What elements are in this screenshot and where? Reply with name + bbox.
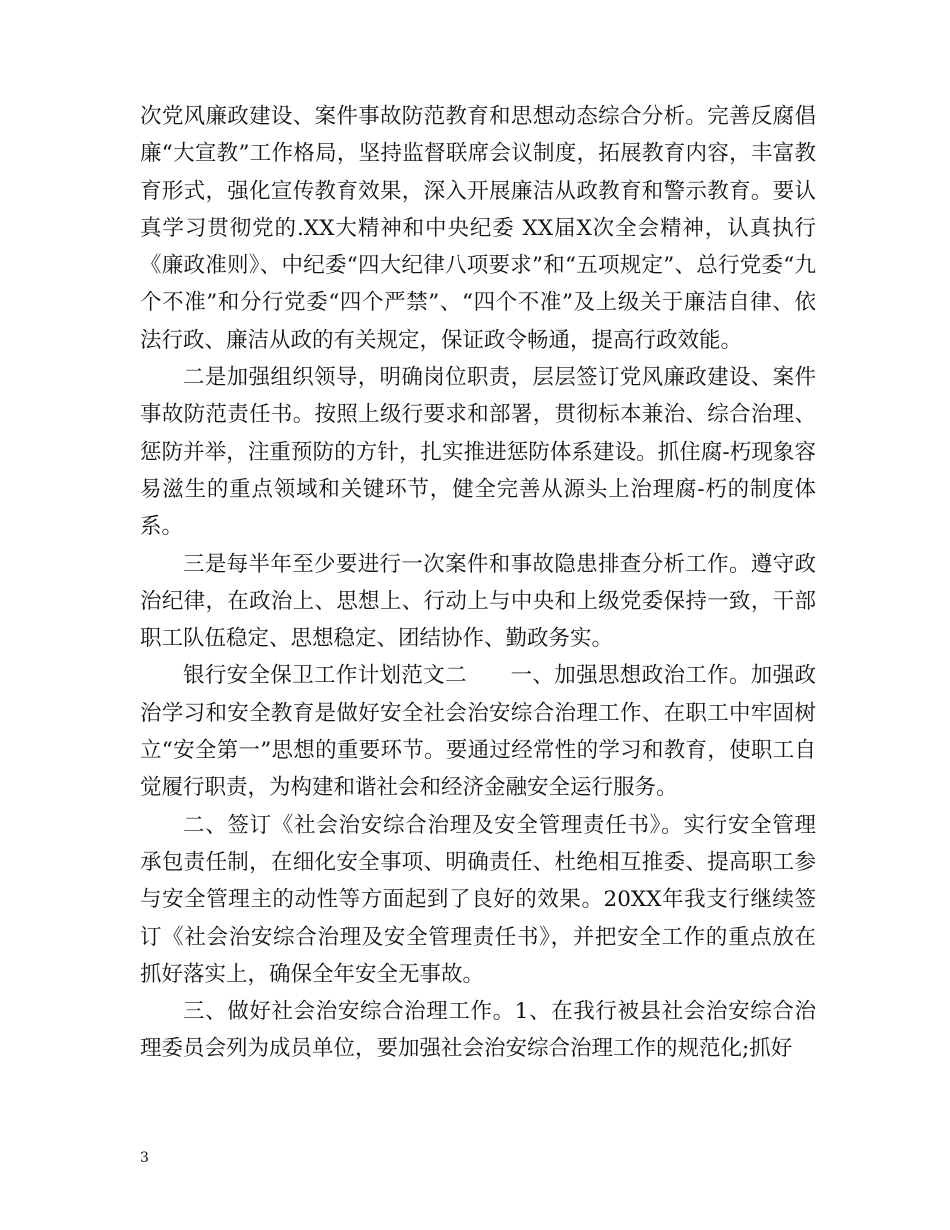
page-number: 3 — [140, 1150, 149, 1166]
paragraph-sample-two-intro: 银行安全保卫工作计划范文二 一、加强思想政治工作。加强政治学习和安全教育是做好安全社会治安综合治理工作、在职工中牢固树立“安全第一”思想的重要环节。要通过经常性的学习和教育，使职工自觉履行职责，为构建和谐社会和经济金融安全运行服务。 — [140, 663, 816, 801]
paragraph-continued: 次党风廉政建设、案件事故防范教育和思想动态综合分析。完善反腐倡廉“大宣教”工作格局，坚持监督联席会议制度，拓展教育内容，丰富教育形式，强化宣传教育效果，深入开展廉洁从政教育和警示教育。要认真学习贯彻党的.XX大精神和中央纪委 XX届X次全会精神，认真执行《廉政准则》、中纪委“四大纪律八项要求”和“五项规定”、总行党委“九个不准”和分行党委“四个严禁”、“四个不准”及上级关于廉洁自律、依法行政、廉洁从政的有关规定，保证政令畅通，提高行政效能。 — [140, 104, 816, 353]
document-body — [140, 98, 816, 1068]
paragraph-point-three: 三是每半年至少要进行一次案件和事故隐患排查分析工作。遵守政治纪律，在政治上、思想上、行动上与中央和上级党委保持一致，干部职工队伍稳定、思想稳定、团结协作、勤政务实。 — [140, 551, 816, 652]
paragraph-responsibility-letter: 二、签订《社会治安综合治理及安全管理责任书》。实行安全管理承包责任制，在细化安全事项、明确责任、杜绝相互推委、提高职工参与安全管理主的动性等方面起到了良好的效果。20XX年我支行继续签订《社会治安综合治理及安全管理责任书》，并把安全工作的重点放在抓好落实上，确保全年安全无事故。 — [140, 812, 816, 987]
paragraph-public-security: 三、做好社会治安综合治理工作。1、在我行被县社会治安综合治理委员会列为成员单位，要加强社会治安综合治理工作的规范化;抓好 — [140, 999, 816, 1062]
paragraph-point-two: 二是加强组织领导，明确岗位职责，层层签订党风廉政建设、案件事故防范责任书。按照上级行要求和部署，贯彻标本兼治、综合治理、惩防并举，注重预防的方针，扎实推进惩防体系建设。抓住腐-朽现象容易滋生的重点领域和关键环节，健全完善从源头上治理腐-朽的制度体系。 — [140, 365, 816, 540]
